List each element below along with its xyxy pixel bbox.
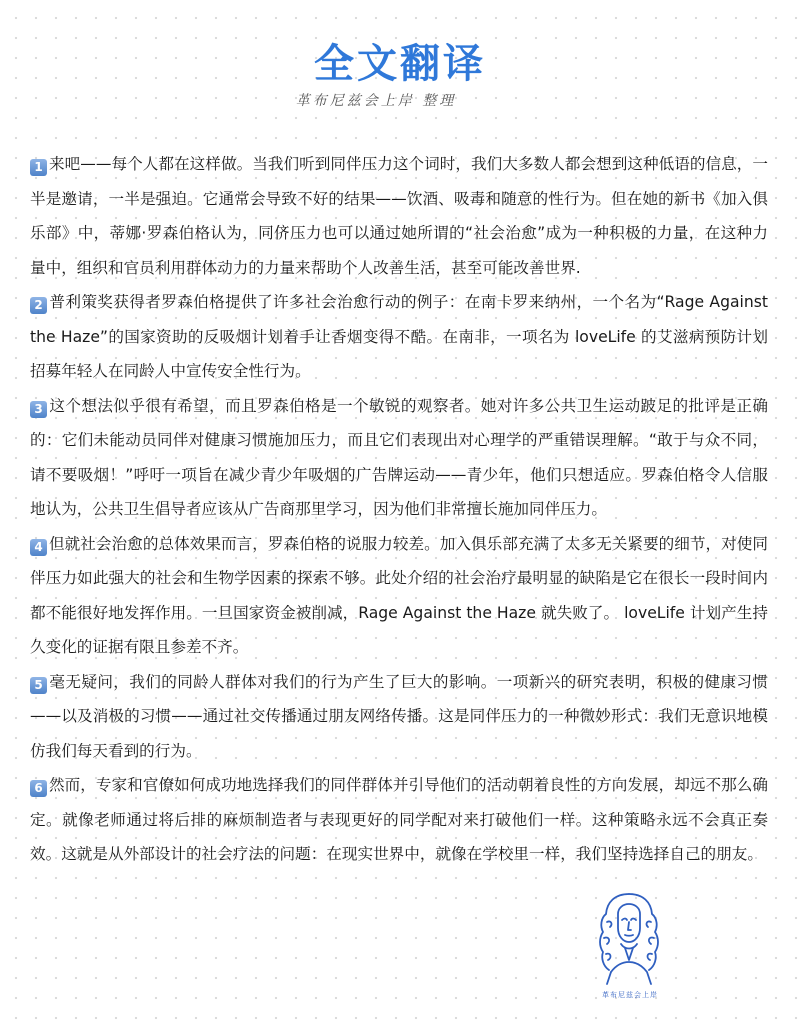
paragraph-3 bbox=[30, 389, 768, 527]
leibniz-portrait-icon bbox=[585, 888, 673, 988]
paragraph-number-3-icon: 3 bbox=[30, 401, 47, 418]
paragraph-1 bbox=[30, 147, 768, 285]
paragraph-text: 来吧——每个人都在这样做。当我们听到同伴压力这个词时，我们大多数人都会想到这种低语的信息，一半是邀请，一半是强迫。它通常会导致不好的结果——饮酒、吸毒和随意的性行为。但在她的新书《加入俱乐部》中，蒂娜·罗森伯格认为，同侪压力也可以通过她所谓的“社会治愈”成为一种积极的力量，在这种力量中，组织和官员利用群体动力的力量来帮助个人改善生活，甚至可能改善世界. bbox=[30, 155, 768, 277]
paragraph-6 bbox=[30, 768, 768, 872]
paragraph-text: 但就社会治愈的总体效果而言，罗森伯格的说服力较差。加入俱乐部充满了太多无关紧要的细节，对使同伴压力如此强大的社会和生物学因素的探索不够。此处介绍的社会治疗最明显的缺陷是它在很长一段时间内都不能很好地发挥作用。一旦国家资金被削减，Rage Against the Haze 就失败了。 loveLife 计划产生持久变化的证据有限且参差不齐。 bbox=[30, 534, 768, 656]
paragraph-number-6-icon: 6 bbox=[30, 780, 47, 797]
paragraph-text: 毫无疑问，我们的同龄人群体对我们的行为产生了巨大的影响。一项新兴的研究表明，积极的健康习惯——以及消极的习惯——通过社交传播通过朋友网络传播。这是同伴压力的一种微妙形式：我们无意识地模仿我们每天看到的行为。 bbox=[30, 672, 768, 760]
paragraph-text: 然而，专家和官僚如何成功地选择我们的同伴群体并引导他们的活动朝着良性的方向发展，却远不那么确定。就像老师通过将后排的麻烦制造者与表现更好的同学配对来打破他们一样。这种策略永远不会真正奏效。这就是从外部设计的社会疗法的问题：在现实世界中，就像在学校里一样，我们坚持选择自己的朋友。 bbox=[30, 776, 768, 863]
paragraph-2 bbox=[30, 285, 768, 389]
paragraph-4 bbox=[30, 527, 768, 665]
translation-body bbox=[30, 147, 768, 872]
logo-caption: 革布尼兹会上岸 bbox=[602, 991, 658, 999]
page-subtitle: 革布尼兹会上岸 整理 bbox=[295, 93, 457, 109]
paragraph-5 bbox=[30, 665, 768, 769]
page-title: 全文翻译 bbox=[314, 40, 486, 87]
paragraph-number-4-icon: 4 bbox=[30, 539, 47, 556]
paragraph-number-2-icon: 2 bbox=[30, 297, 47, 314]
paragraph-text: 这个想法似乎很有希望，而且罗森伯格是一个敏锐的观察者。她对许多公共卫生运动跛足的批评是正确的：它们未能动员同伴对健康习惯施加压力，而且它们表现出对心理学的严重错误理解。“敢于与众不同，请不要吸烟！”呼吁一项旨在减少青少年吸烟的广告牌运动——青少年，他们只想适应。罗森伯格令人信服地认为，公共卫生倡导者应该从广告商那里学习，因为他们非常擅长施加同伴压力。 bbox=[30, 396, 768, 518]
paragraph-number-5-icon: 5 bbox=[30, 677, 47, 694]
paragraph-text: 普利策奖获得者罗森伯格提供了许多社会治愈行动的例子：在南卡罗来纳州，一个名为“Rage Against the Haze”的国家资助的反吸烟计划着手让香烟变得不酷。在南非，一项名为 loveLife 的艾滋病预防计划招募年轻人在同龄人中宣传安全性行为。 bbox=[30, 293, 768, 380]
paragraph-number-1-icon: 1 bbox=[30, 159, 47, 176]
